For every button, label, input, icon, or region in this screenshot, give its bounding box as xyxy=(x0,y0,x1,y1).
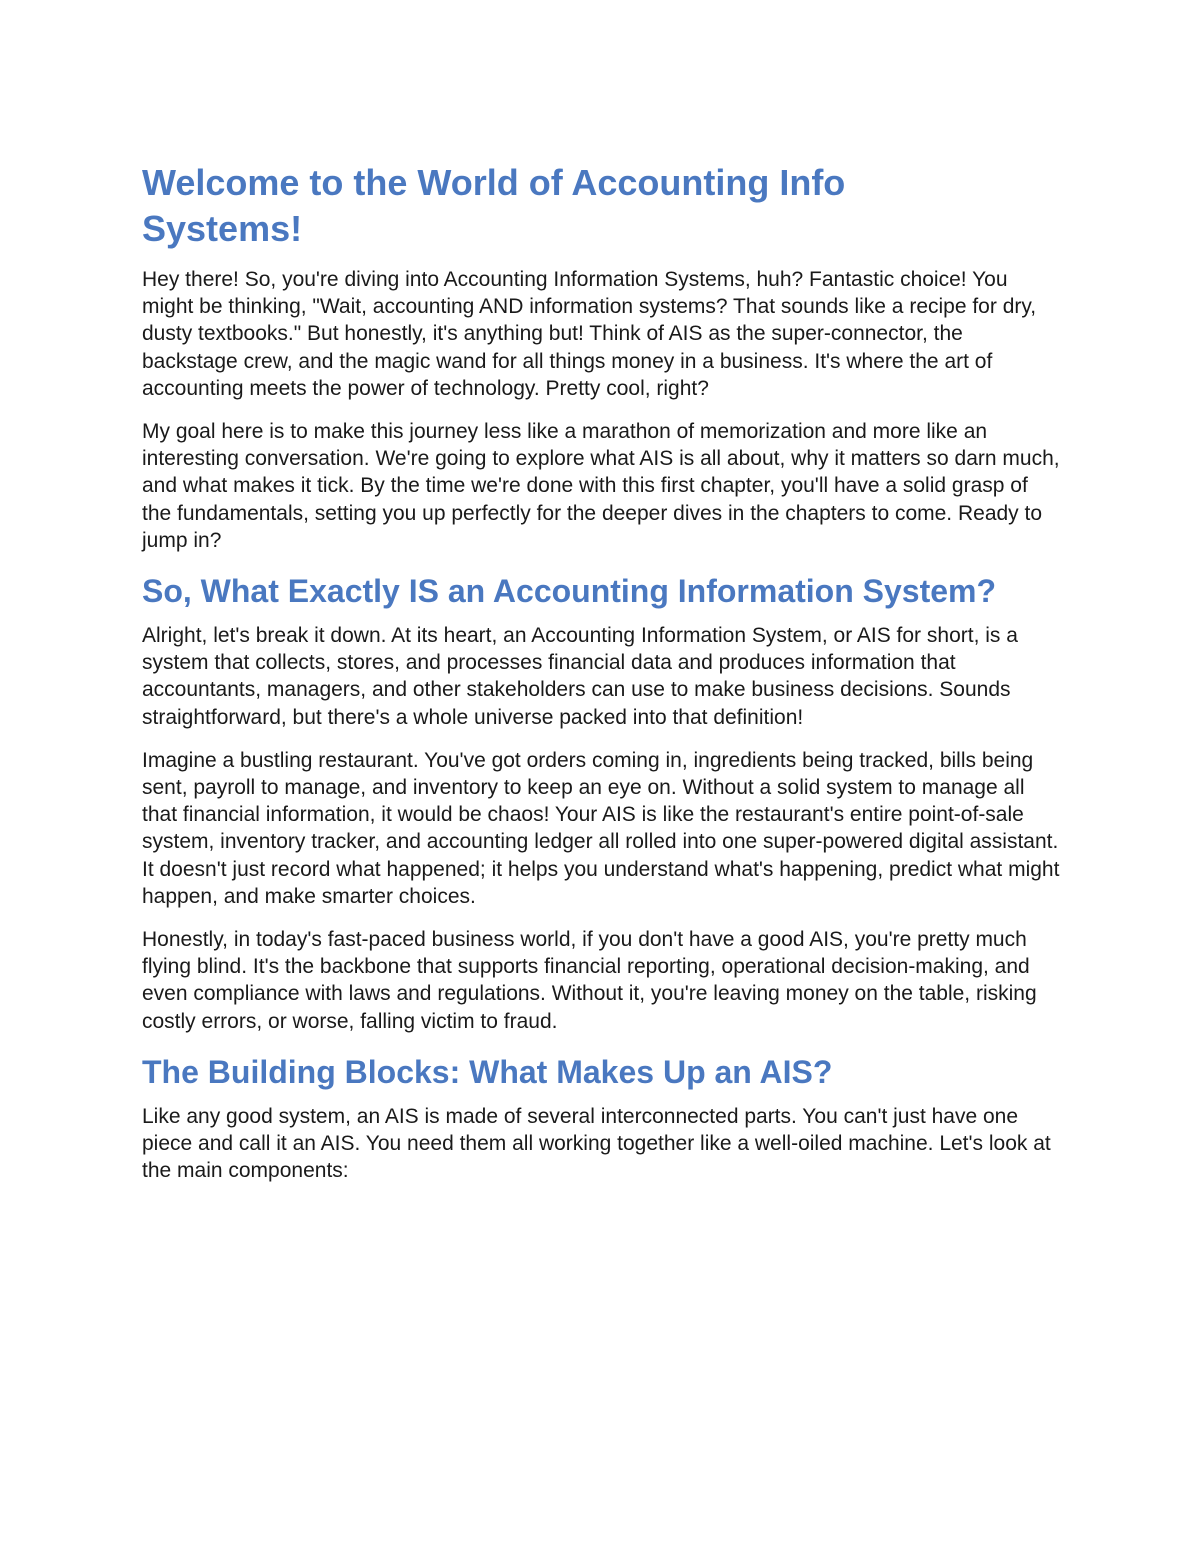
intro-paragraph-2: My goal here is to make this journey less like a marathon of memorization and more like an interesting conversation. We're going to explore what AIS is all about, why it matters so darn much, and what makes it tick. By the time we're done with this first chapter, you'll have a solid grasp of the fundamentals, setting you up perfectly for the deeper dives in the chapters to come. Ready to jump in? xyxy=(142,420,1060,552)
intro-paragraph-1: Hey there! So, you're diving into Accounting Information Systems, huh? Fantastic choice! You might be thinking, "Wait, accounting AND information systems? That sounds like a recipe for dry, dusty textbooks." But honestly, it's anything but! Think of AIS as the super-connector, the backstage crew, and the magic wand for all things money in a business. It's where the art of accounting meets the power of technology. Pretty cool, right? xyxy=(142,268,1037,400)
section-heading-building-blocks: The Building Blocks: What Makes Up an AIS? xyxy=(142,1053,833,1090)
page-title: Welcome to the World of Accounting Info Systems! xyxy=(142,162,846,249)
section-2-paragraph-1: Like any good system, an AIS is made of several interconnected parts. You can't just have one piece and call it an AIS. You need them all working together like a well-oiled machine. Let's look at the main components: xyxy=(142,1104,1051,1183)
section-1-paragraph-1: Alright, let's break it down. At its heart, an Accounting Information System, or AIS for short, is a system that collects, stores, and processes financial data and produces information that accountants, managers, and other stakeholders can use to make business decisions. Sounds straightforward, but there's a whole universe packed into that definition! xyxy=(142,624,1018,729)
section-heading-what-is-ais: So, What Exactly IS an Accounting Information System? xyxy=(142,573,997,610)
section-1-paragraph-3: Honestly, in today's fast-paced business world, if you don't have a good AIS, you're pretty much flying blind. It's the backbone that supports financial reporting, operational decision-making, and even compliance with laws and regulations. Without it, you're leaving money on the table, risking costly errors, or worse, falling victim to fraud. xyxy=(142,928,1037,1033)
section-1-paragraph-2: Imagine a bustling restaurant. You've got orders coming in, ingredients being tracked, bills being sent, payroll to manage, and inventory to keep an eye on. Without a solid system to manage all that financial information, it would be chaos! Your AIS is like the restaurant's entire point-of-sale system, inventory tracker, and accounting ledger all rolled into one super-powered digital assistant. It doesn't just record what happened; it helps you understand what's happening, predict what might happen, and make smarter choices. xyxy=(142,748,1060,908)
